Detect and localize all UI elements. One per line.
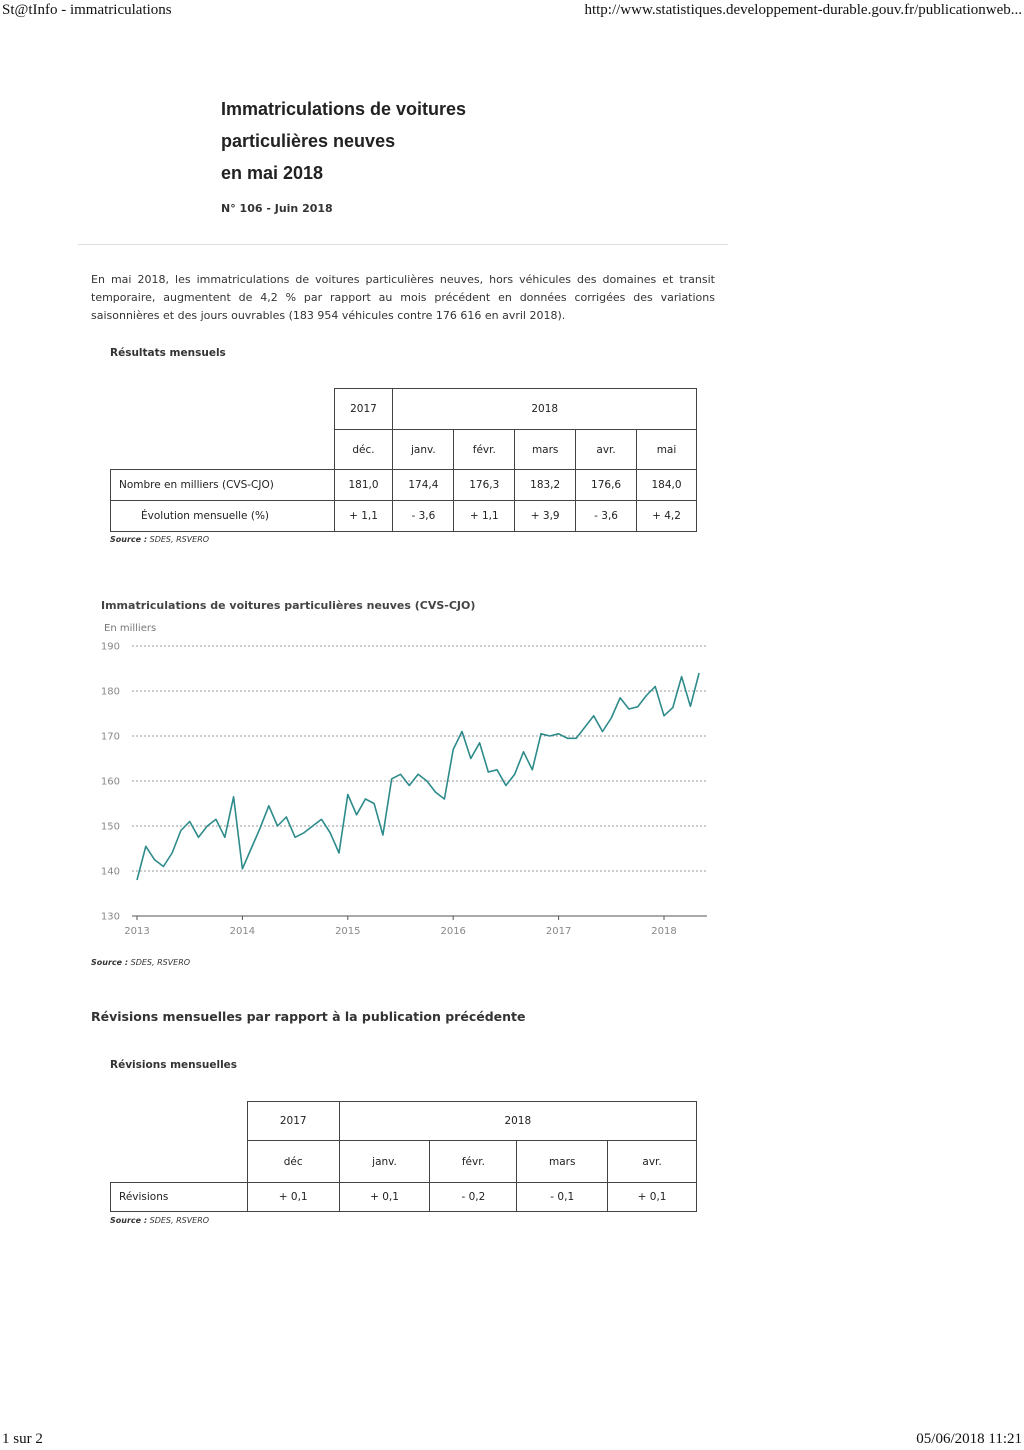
table-row xyxy=(111,501,697,532)
table-cell: - 3,6 xyxy=(393,501,454,532)
x-tick-label: 2017 xyxy=(545,926,572,937)
chart-title: Immatriculations de voitures particulières neuves (CVS-CJO) xyxy=(101,599,476,612)
month-header: mai xyxy=(637,430,697,470)
table1-source xyxy=(110,535,209,544)
page-title xyxy=(221,93,466,189)
revisions-table xyxy=(110,1101,697,1212)
y-tick-label: 180 xyxy=(100,686,120,698)
table-cell: - 0,1 xyxy=(517,1183,608,1212)
results-table xyxy=(110,388,697,532)
source-label: Source : xyxy=(110,1216,148,1225)
y-tick-label: 170 xyxy=(100,731,120,743)
table-cell: + 4,2 xyxy=(637,501,697,532)
table-corner xyxy=(111,389,335,430)
year-header-2018: 2018 xyxy=(339,1102,696,1141)
issue-number: N° 106 - Juin 2018 xyxy=(221,202,333,215)
y-tick-label: 160 xyxy=(100,776,120,788)
table-cell: 181,0 xyxy=(334,470,393,501)
month-header: déc. xyxy=(334,430,393,470)
table-cell: + 0,1 xyxy=(608,1183,697,1212)
table-cell: 176,6 xyxy=(576,470,637,501)
table-corner xyxy=(111,1141,248,1183)
title-line: en mai 2018 xyxy=(221,163,324,183)
year-header-2017: 2017 xyxy=(334,389,393,430)
x-tick-label: 2014 xyxy=(229,926,256,937)
page-counter: 1 sur 2 xyxy=(2,1431,43,1447)
table-cell: + 1,1 xyxy=(334,501,393,532)
table-cell: 174,4 xyxy=(393,470,454,501)
table-corner xyxy=(111,1102,248,1141)
divider xyxy=(78,244,728,245)
table-cell: 183,2 xyxy=(515,470,576,501)
table-row xyxy=(111,1183,697,1212)
y-tick-label: 190 xyxy=(100,641,120,653)
title-line: Immatriculations de voitures xyxy=(221,99,467,119)
month-header: févr. xyxy=(454,430,515,470)
source-text: SDES, RSVERO xyxy=(149,1216,210,1225)
month-header: janv. xyxy=(339,1141,430,1183)
row-label: Révisions xyxy=(111,1183,248,1212)
table2-source xyxy=(110,1216,209,1225)
y-tick-label: 130 xyxy=(100,911,120,923)
title-line: particulières neuves xyxy=(221,131,396,151)
print-timestamp: 05/06/2018 11:21 xyxy=(916,1431,1022,1447)
table-cell: 184,0 xyxy=(637,470,697,501)
month-header: févr. xyxy=(430,1141,517,1183)
results-table-title: Résultats mensuels xyxy=(110,347,226,359)
x-tick-label: 2015 xyxy=(335,926,361,937)
y-tick-label: 150 xyxy=(100,821,120,833)
source-label: Source : xyxy=(91,958,129,967)
table-cell: + 0,1 xyxy=(339,1183,430,1212)
table-cell: + 1,1 xyxy=(454,501,515,532)
chart-unit: En milliers xyxy=(104,623,157,634)
source-label: Source : xyxy=(110,535,148,544)
table-cell: - 3,6 xyxy=(576,501,637,532)
table-corner xyxy=(111,430,335,470)
revisions-heading: Révisions mensuelles par rapport à la publication précédente xyxy=(91,1009,526,1024)
print-header-title: St@tInfo - immatriculations xyxy=(2,2,172,18)
x-tick-label: 2018 xyxy=(651,926,677,937)
year-header-2018: 2018 xyxy=(393,389,697,430)
print-header-url: http://www.statistiques.developpement-durable.gouv.fr/publicationweb... xyxy=(584,2,1022,18)
line-chart xyxy=(90,636,720,940)
month-header: mars xyxy=(515,430,576,470)
month-header: mars xyxy=(517,1141,608,1183)
table-cell: + 0,1 xyxy=(247,1183,339,1212)
year-header-2017: 2017 xyxy=(247,1102,339,1141)
month-header: déc xyxy=(247,1141,339,1183)
month-header: avr. xyxy=(608,1141,697,1183)
series-line xyxy=(137,673,699,880)
month-header: avr. xyxy=(576,430,637,470)
table-cell: + 3,9 xyxy=(515,501,576,532)
revisions-table-title: Révisions mensuelles xyxy=(110,1059,238,1071)
table-row xyxy=(111,470,697,501)
row-label: Évolution mensuelle (%) xyxy=(111,501,335,532)
intro-paragraph: En mai 2018, les immatriculations de voitures particulières neuves, hors véhicules des domaines et transit temporaire, augmentent de 4,2 % par rapport au mois précédent en données corrigées des variations saisonnières et des jours ouvrables (183 954 véhicules contre 176 616 en avril 2018). xyxy=(91,273,715,322)
source-text: SDES, RSVERO xyxy=(149,535,210,544)
x-tick-label: 2013 xyxy=(124,926,150,937)
table-cell: - 0,2 xyxy=(430,1183,517,1212)
month-header: janv. xyxy=(393,430,454,470)
chart-source xyxy=(91,958,190,967)
table-cell: 176,3 xyxy=(454,470,515,501)
source-text: SDES, RSVERO xyxy=(130,958,191,967)
x-tick-label: 2016 xyxy=(440,926,466,937)
y-tick-label: 140 xyxy=(100,866,120,878)
row-label: Nombre en milliers (CVS-CJO) xyxy=(111,470,335,501)
